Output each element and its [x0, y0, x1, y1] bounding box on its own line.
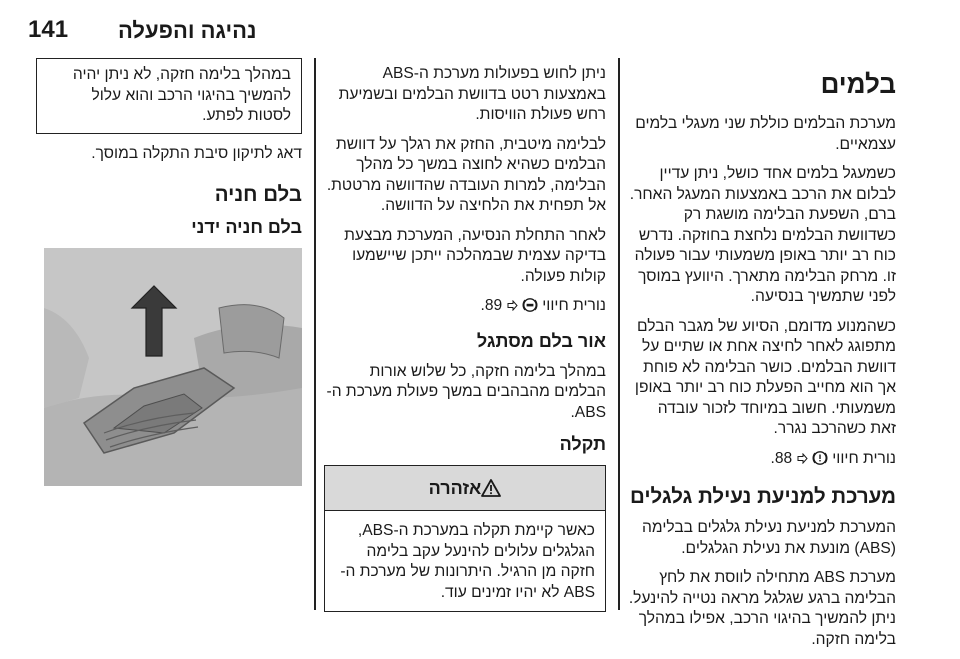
paragraph: מערכת הבלמים כוללת שני מעגלי בלמים עצמאיים. — [635, 115, 896, 153]
warning-triangle-icon — [481, 469, 501, 513]
paragraph: ניתן לחוש בפעולות מערכת ה-ABS באמצעות רטט בדוושת הבלמים ובשמיעת רחש פעולת הוויסות. — [338, 65, 606, 123]
column-divider — [314, 58, 316, 610]
section-heading-adaptive-brake-light: אור בלם מסתגל — [476, 330, 606, 351]
section-heading-brakes: בלמים — [820, 69, 896, 99]
page-number: 141 — [28, 16, 69, 43]
paragraph: מערכת ABS מתחילה לווסת את לחץ הבלימה ברגע שגלגל מראה נטייה להינעל. ניתן להמשיך בהיגוי הרכב, אפילו במהלך בלימה חזקה. — [628, 569, 896, 648]
xref-page-number: 89 — [484, 297, 503, 314]
column-divider — [618, 58, 620, 610]
section-heading-abs: מערכת למניעת נעילת גלגלים — [629, 485, 896, 508]
xref-label: נורית חיווי — [827, 449, 896, 467]
xref-label: נורית חיווי — [537, 297, 606, 314]
paragraph: כשהמנוע מדומם, הסיוע של מגבר הבלם מתפוגג לאחר לחיצה אחת או שתיים על דוושת הבלמים. כושר הבלימה לא פוחת אך הוא מחייב הפעלת כוח רב יותר באופן משמעותי. חשוב במיוחד לזכור עובדה זאת כשהרכב נגרר. — [634, 317, 896, 437]
arrow-right-icon — [797, 450, 808, 471]
warning-text: כאשר קיימת תקלה במערכת ה-ABS, הגלגלים עלולים להינעל עקב בלימה חזקה מן הרגיל. היתרונות של מערכת ה-ABS לא יהיו זמינים עוד. — [340, 522, 595, 601]
left-column — [36, 58, 302, 486]
cross-reference: נורית חיווי 88. — [628, 449, 896, 473]
warning-box — [324, 465, 606, 612]
paragraph: במהלך בלימה חזקה, כל שלוש אורות הבלמים מהבהבים במשך פעולת מערכת ה-ABS. — [326, 362, 606, 421]
page-header — [0, 0, 960, 58]
section-heading-parking-brake: בלם חניה — [214, 183, 302, 206]
cross-reference: נורית חיווי 89. — [324, 296, 606, 320]
page-header-title: נהיגה והפעלה — [118, 18, 257, 43]
warning-title: אזהרה — [428, 478, 482, 498]
xref-page-number: 88 — [774, 449, 793, 467]
arrow-right-icon — [507, 297, 518, 318]
warning-header — [325, 466, 605, 511]
paragraph: כשמעגל בלמים אחד כושל, ניתן עדיין לבלום את הרכב באמצעות המעגל האחר. ברם, השפעת הבלימה מושגת רק כשדוושת הבלמים נלחצת בחוזקה. נדרש כוח רב יותר באופן משמעותי עבור פעולה זו. מרחק הבלימה מתארך. היוועץ במוסך לפני שתמשיך בנסיעה. — [629, 165, 896, 305]
section-heading-fault: תקלה — [559, 434, 606, 454]
paragraph: דאג לתיקון סיבת התקלה במוסך. — [91, 144, 302, 162]
parking-brake-illustration — [44, 248, 302, 486]
right-column — [628, 58, 896, 659]
caution-box: במהלך בלימה חזקה, לא ניתן יהיה להמשיך בהיגוי הרכב והוא עלול לסטות לפתע. — [36, 58, 302, 134]
paragraph: המערכת למניעת נעילת גלגלים בבלימה (ABS) מונעת את נעילת הגלגלים. — [642, 519, 896, 557]
brake-indicator-icon — [812, 450, 828, 473]
middle-column — [324, 64, 606, 624]
paragraph: לבלימה מיטבית, החזק את רגלך על דוושת הבלמים כשהיא לחוצה במשך כל מהלך הבלימה, למרות העובדה שהדוושה מרטטת. אל תפחית את הלחיצה על הדוושה. — [326, 135, 606, 214]
abs-indicator-icon — [522, 297, 538, 320]
section-heading-manual-parking-brake: בלם חניה ידני — [191, 217, 302, 237]
parking-brake-drawing — [44, 248, 302, 486]
paragraph: לאחר התחלת הנסיעה, המערכת מבצעת בדיקה עצמית שבמהלכה ייתכן שיישמעו קולות פעולה. — [344, 226, 606, 285]
